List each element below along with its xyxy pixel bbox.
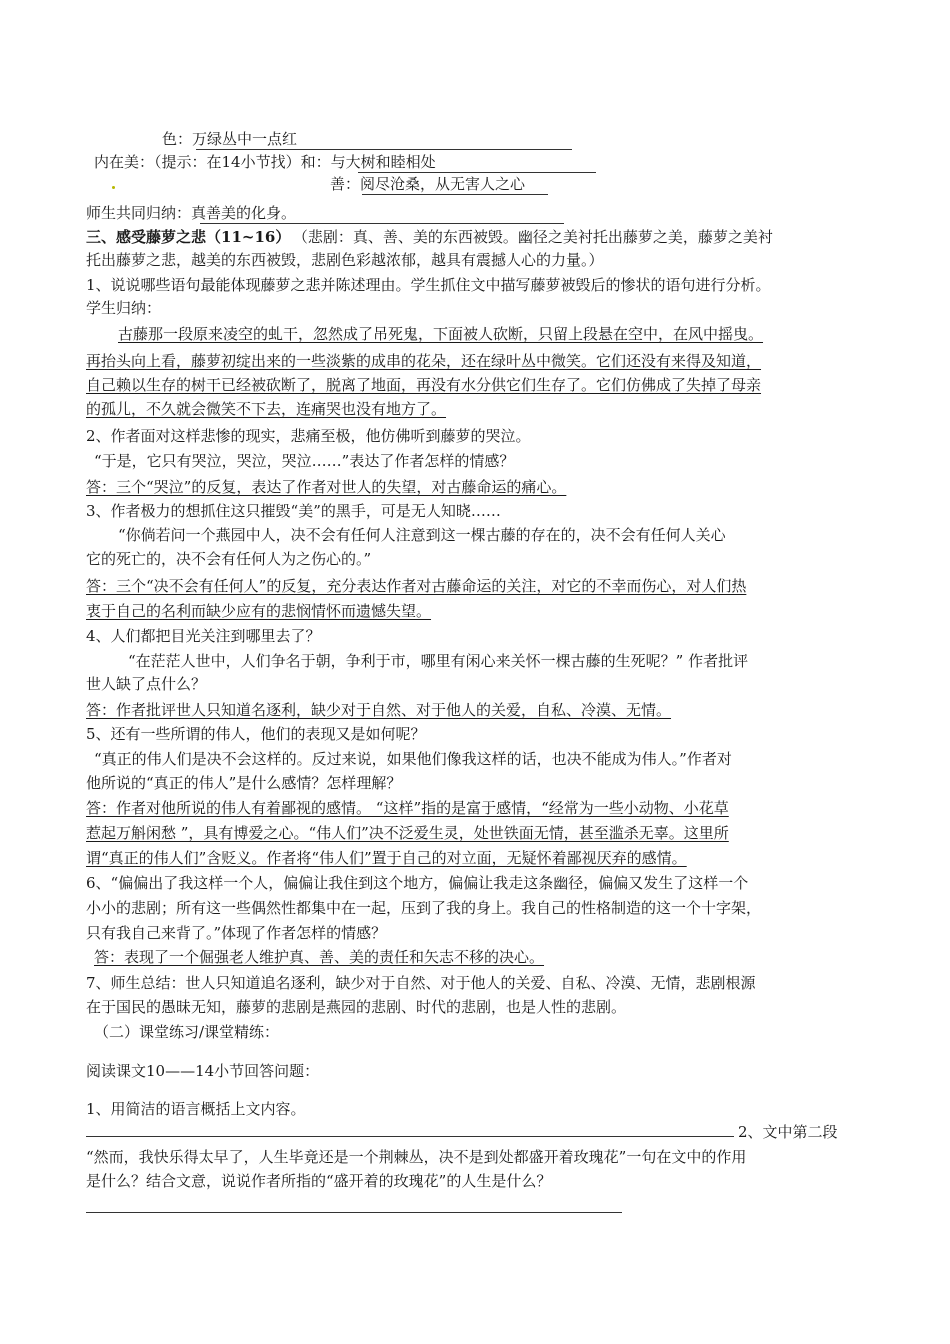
- quote-line: 的孤儿，不久就会微笑不下去，连痛哭也没有地方了。: [86, 400, 447, 418]
- question-6-cont: 小小的悲剧；所有这一些偶然性都集中在一起，压到了我的身上。我自己的性格制造的这一个十字架，: [86, 899, 762, 917]
- answer-5-cont: 惹起万斛闲愁 ”，具有博爱之心。“伟人们”决不泛爱生灵，处世铁面无情，甚至滥杀无辜。这里所: [86, 824, 729, 842]
- summary-7: 7、师生总结：世人只知道追名逐利，缺少对于自然、对于他人的关爱、自私、冷漠、无情，悲剧根源: [86, 974, 756, 992]
- answer-2: 答：三个“哭泣”的反复，表达了作者对世人的失望，对古藤命运的痛心。: [86, 478, 567, 496]
- practice-heading: （二）课堂练习/课堂精练：: [94, 1023, 280, 1041]
- section-3-title: 三、感受藤萝之悲（11~16）: [86, 228, 291, 246]
- section-3-desc: （悲剧：真、善、美的东西被毁。幽径之美衬托出藤萝之美，藤萝之美衬: [300, 228, 773, 246]
- question-6: 6、“偏偏出了我这样一个人，偏偏让我住到这个地方，偏偏让我走这条幽径，偏偏又发生了这样一个: [86, 874, 749, 892]
- question-1: 1、说说哪些语句最能体现藤萝之悲并陈述理由。学生抓住文中描写藤萝被毁后的惨状的语句进行分析。: [86, 276, 771, 294]
- question-6-cont: 只有我自己来背了。”体现了作者怎样的情感？: [86, 924, 387, 942]
- exercise-2-cont: 是什么？结合文意，说说作者所指的“盛开着的玫瑰花”的人生是什么？: [86, 1172, 552, 1190]
- answer-4: 答：作者批评世人只知道名逐利，缺少对于自然、对于他人的关爱，自私、冷漠、无情。: [86, 701, 672, 719]
- section-3-line: [86, 226, 773, 248]
- question-3-quote-cont: 它的死亡的，决不会有任何人为之伤心的。”: [86, 550, 372, 568]
- question-5-cont: 他所说的“真正的伟人”是什么感情？怎样理解？: [86, 774, 402, 792]
- question-2: 2、作者面对这样悲惨的现实，悲痛至极，他仿佛听到藤萝的哭泣。: [86, 427, 531, 445]
- inner-beauty-line: 内在美：（提示：在14小节找）和：与大树和睦相处: [94, 153, 436, 171]
- exercise-1: 1、用简洁的语言概括上文内容。: [86, 1100, 306, 1118]
- answer-5-cont: 谓“真正的伟人们”含贬义。作者将“伟人们”置于自己的对立面，无疑怀着鄙视厌弃的感情。: [86, 849, 687, 867]
- answer-rule: [86, 1212, 622, 1213]
- question-5: 5、还有一些所谓的伟人，他们的表现又是如何呢？: [86, 725, 426, 743]
- quote-line: 自己赖以生存的树干已经被砍断了，脱离了地面，再没有水分供它们生存了。它们仿佛成了失掉了母亲: [86, 376, 762, 394]
- question-4-cont: 世人缺了点什么？: [86, 675, 207, 693]
- question-5-quote: “真正的伟人们是决不会这样的。反过来说，如果他们像我这样的话，也决不能成为伟人。”作者对: [94, 750, 732, 768]
- color-line: 色：万绿丛中一点红: [162, 130, 298, 148]
- quote-line: 古藤那一段原来凌空的虬干，忽然成了吊死鬼，下面被人砍断，只留上段悬在空中，在风中摇曳。: [118, 325, 764, 343]
- marker-dot: [112, 186, 115, 189]
- quote-line: 再抬头向上看，藤萝初绽出来的一些淡紫的成串的花朵，还在绿叶丛中微笑。它们还没有来得及知道，: [86, 352, 762, 370]
- summary-7-cont: 在于国民的愚昧无知，藤萝的悲剧是燕园的悲剧、时代的悲剧，也是人性的悲剧。: [86, 998, 627, 1016]
- question-2-quote: “于是，它只有哭泣，哭泣，哭泣……”表达了作者怎样的情感？: [94, 452, 515, 470]
- answer-rule: [86, 1136, 734, 1137]
- answer-3: 答：三个“决不会有任何人”的反复，充分表达作者对古藤命运的关注，对它的不幸而伤心，对人们热: [86, 577, 747, 595]
- answer-rule: [362, 194, 548, 195]
- goodness-line: 善：阅尽沧桑，从无害人之心: [330, 175, 526, 193]
- question-4: 4、人们都把目光关注到哪里去了？: [86, 627, 321, 645]
- answer-6: 答：表现了一个倔强老人维护真、善、美的责任和矢志不移的决心。: [94, 948, 545, 966]
- answer-5: 答：作者对他所说的伟人有着鄙视的感情。 “这样”指的是富于感情，“经常为一些小动物、小花草: [86, 799, 729, 817]
- answer-3-cont: 衷于自己的名利而缺少应有的悲悯情怀而遗憾失望。: [86, 602, 432, 620]
- exercise-2: “然而，我快乐得太早了，人生毕竟还是一个荆棘丛，决不是到处都盛开着玫瑰花”一句在文中的作用: [86, 1148, 747, 1166]
- exercise-2-label: 2、文中第二段: [738, 1123, 838, 1141]
- section-3-desc-2: 托出藤萝之悲，越美的东西被毁，悲剧色彩越浓郁，越具有震撼人心的力量。）: [86, 251, 604, 269]
- question-3: 3、作者极力的想抓住这只摧毁“美”的黑手，可是无人知晓……: [86, 502, 501, 520]
- question-4-quote: “在茫茫人世中，人们争名于朝，争利于市，哪里有闲心来关怀一棵古藤的生死呢？” 作者批评: [128, 652, 749, 670]
- answer-rule: [196, 149, 572, 150]
- question-3-quote: “你倘若问一个燕园中人，决不会有任何人注意到这一棵古藤的存在的，决不会有任何人关心: [118, 526, 726, 544]
- question-1-summary-label: 学生归纳：: [86, 299, 162, 317]
- reading-instruction: 阅读课文10——14小节回答问题：: [86, 1062, 320, 1080]
- summary-line: 师生共同归纳：真善美的化身。: [86, 204, 297, 222]
- answer-rule: [200, 223, 564, 224]
